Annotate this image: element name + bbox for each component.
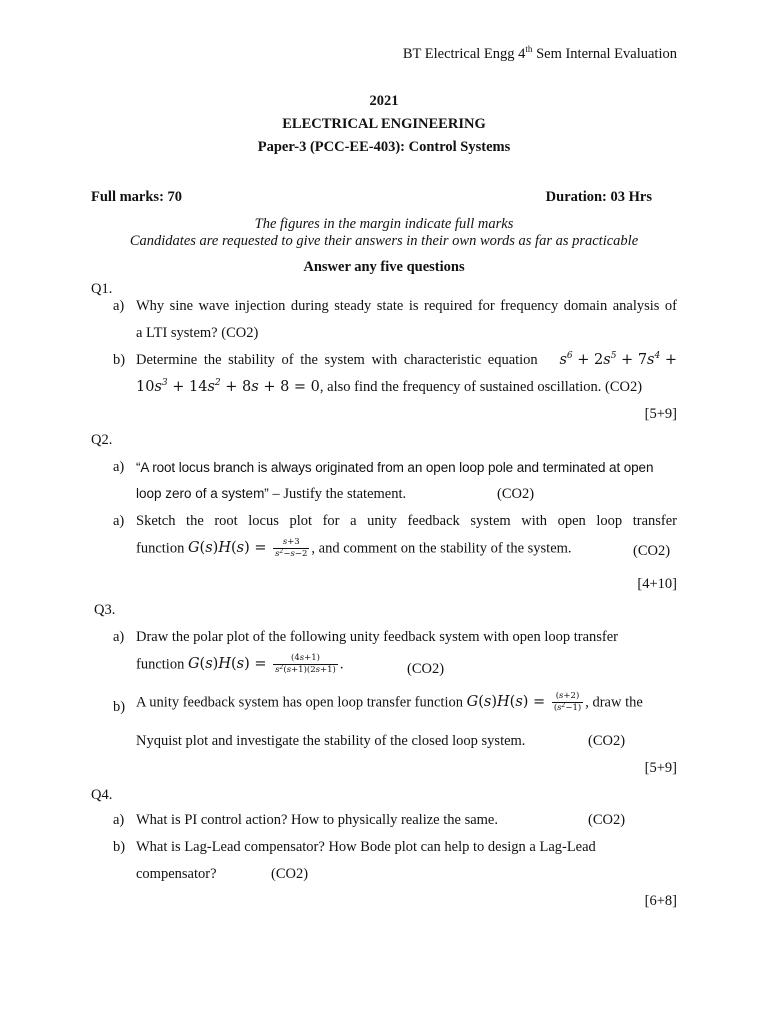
transfer-function: G(s)H(s) = $\frac{s+3}{s^2-s-2}$	[187, 537, 308, 559]
paper-title: Paper-3 (PCC-EE-403): Control Systems	[257, 139, 511, 155]
item-label: b)	[113, 352, 126, 368]
question-text-line	[136, 486, 406, 503]
course-outcome-tag: (CO2)	[497, 486, 535, 502]
question-text: , also find the frequency of sustained oscillation. (CO2)	[319, 379, 643, 395]
question-text: compensator?	[136, 866, 217, 882]
course-outcome-tag: (CO2)	[588, 733, 626, 749]
exam-year: 2021	[369, 93, 399, 109]
characteristic-equation-part1: $s^6 + 2s^5 + 7s^4$ +	[559, 351, 677, 368]
course-outcome-tag: (CO2)	[633, 543, 671, 559]
margin-note: The figures in the margin indicate full marks	[254, 216, 514, 232]
item-label: b)	[113, 699, 126, 715]
question-label-q4: Q4.	[91, 787, 113, 803]
question-text: function	[136, 656, 185, 673]
marks-allocation: [6+8]	[644, 893, 677, 909]
question-text: loop zero of a system”	[136, 486, 269, 501]
course-outcome-tag: (CO2)	[588, 812, 626, 828]
question-text-line	[136, 538, 572, 559]
full-marks: Full marks: 70	[91, 189, 183, 205]
question-text: Determine the stability of the system with characteristic equation	[136, 352, 538, 368]
item-label: a)	[113, 513, 125, 529]
item-label: a)	[113, 812, 125, 828]
marks-allocation: [5+9]	[644, 406, 677, 422]
item-label: a)	[113, 629, 125, 645]
question-text: , draw the	[585, 694, 643, 711]
question-text: Draw the polar plot of the following unity feedback system with open loop transfer	[136, 629, 619, 645]
question-text: function	[136, 540, 185, 557]
question-text: Sketch the root locus plot for a unity feedback system with open loop transfer	[136, 513, 677, 529]
question-label-q1: Q1.	[91, 281, 113, 297]
answer-instruction: Answer any five questions	[303, 259, 465, 275]
question-label-q3: Q3.	[94, 602, 116, 618]
question-text: a LTI system? (CO2)	[136, 325, 259, 341]
question-text: Nyquist plot and investigate the stability of the closed loop system.	[136, 733, 526, 749]
candidate-note: Candidates are requested to give their answers in their own words as far as practicable	[129, 233, 639, 249]
course-outcome-tag: (CO2)	[407, 661, 445, 677]
question-text: – Justify the statement.	[268, 486, 407, 502]
item-label: a)	[113, 298, 125, 314]
transfer-function: G(s)H(s) = $\frac{(s+2)}{(s^2-1)}$	[466, 691, 582, 713]
question-label-q2: Q2.	[91, 432, 113, 448]
question-text: Why sine wave injection during steady state is required for frequency domain analysis of	[136, 298, 677, 314]
question-text: What is PI control action? How to physically realize the same.	[136, 812, 498, 828]
question-text: A unity feedback system has open loop transfer function	[136, 694, 463, 711]
question-text-line	[136, 379, 642, 396]
question-text: What is Lag-Lead compensator? How Bode plot can help to design a Lag-Lead	[136, 839, 596, 855]
transfer-function: G(s)H(s) = $\frac{(4s+1)}{s^2(s+1)(2s+1)}$	[187, 653, 336, 675]
item-label: a)	[113, 459, 125, 475]
question-text: , and comment on the stability of the system.	[311, 540, 572, 557]
question-text-line	[136, 654, 344, 675]
marks-allocation: [4+10]	[637, 576, 677, 592]
question-text: .	[339, 656, 344, 673]
question-text: “A root locus branch is always originated from an open loop pole and terminated at open	[136, 460, 654, 475]
question-text-line	[136, 692, 643, 713]
department-title: ELECTRICAL ENGINEERING	[282, 116, 486, 132]
duration: Duration: 03 Hrs	[545, 189, 652, 205]
course-outcome-tag: (CO2)	[271, 866, 309, 882]
running-head: BT Electrical Engg 4th Sem Internal Evaluation	[402, 44, 677, 62]
marks-allocation: [5+9]	[644, 760, 677, 776]
characteristic-equation-part2: $10s^3 + 14s^2 + 8s + 8 = 0$	[136, 378, 320, 395]
question-text-line	[136, 352, 677, 369]
item-label: b)	[113, 839, 126, 855]
